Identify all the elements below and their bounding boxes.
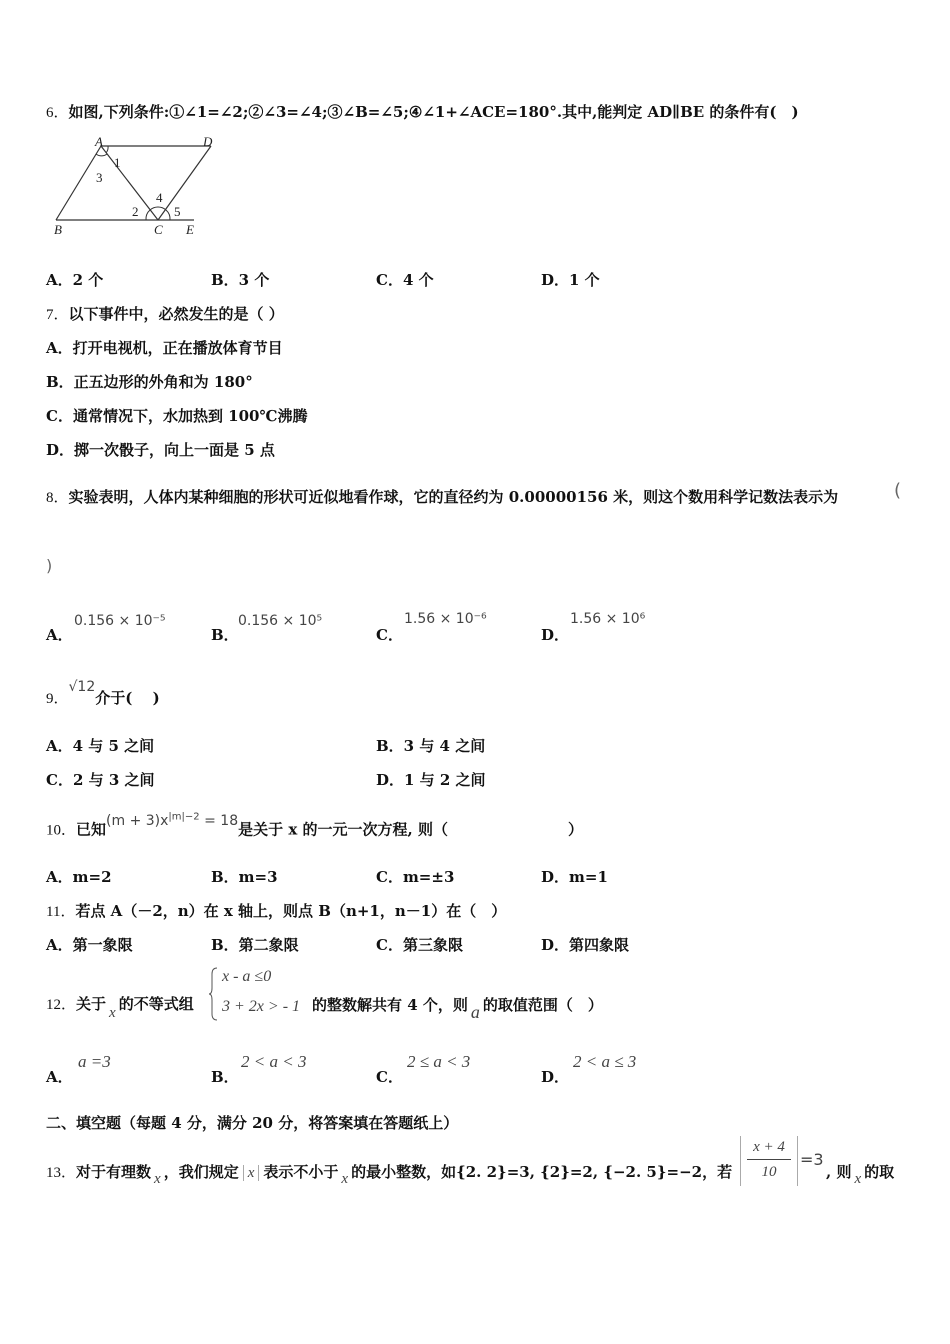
q13-mid-1: ，我们规定 <box>163 1163 239 1181</box>
q10-option-b[interactable]: B．m=3 <box>211 868 278 886</box>
q7-option-a[interactable]: A．打开电视机，正在播放体育节目 <box>46 339 283 357</box>
q12-tail: 的取值范围（ ） <box>482 996 603 1014</box>
q11-option-c[interactable]: C．第三象限 <box>376 936 463 954</box>
q8-number: 8． <box>46 490 69 506</box>
q10-option-c[interactable]: C．m=±3 <box>376 868 455 886</box>
q13-stem-end <box>826 1162 895 1187</box>
angle-1-label: 1 <box>114 155 121 170</box>
q6-option-a[interactable]: A．2 个 <box>46 271 104 289</box>
line-ab <box>56 146 101 220</box>
q11-stem <box>46 901 506 922</box>
q12-var-x: x <box>109 1005 116 1021</box>
q13-mid-3: 的最小整数，如{2. 2}=3, {2}=2, {−2. 5}=−2，若 <box>351 1163 733 1181</box>
q10-option-d[interactable]: D．m=1 <box>541 868 608 886</box>
q8-option-a[interactable]: A． <box>46 626 73 644</box>
q8-option-c[interactable]: C． <box>376 626 403 644</box>
q12-option-c-math: 2 ≤ a < 3 <box>407 1052 471 1071</box>
q11-option-a[interactable]: A．第一象限 <box>46 936 133 954</box>
q13-brace-x: x <box>243 1165 260 1181</box>
arc-5 <box>166 210 170 220</box>
q12-mid: 的不等式组 <box>118 995 194 1013</box>
q8-option-b[interactable]: B． <box>211 626 239 644</box>
q7-option-c[interactable]: C．通常情况下，水加热到 100℃沸腾 <box>46 407 308 425</box>
q10-math-base: (m + 3)x <box>106 812 169 829</box>
q12-option-b-math: 2 < a < 3 <box>241 1052 307 1071</box>
q10-number: 10． <box>46 822 77 839</box>
label-D: D <box>203 134 213 149</box>
q8-text: 实验表明，人体内某种细胞的形状可近似地看作球，它的直径约为 0.00000156 米，则这个数用科学记数法表示为 <box>68 488 839 506</box>
q9-number: 9． <box>46 691 69 707</box>
arc-1 <box>106 146 108 153</box>
q6-stem <box>46 102 799 123</box>
q6-number: 6． <box>46 105 69 121</box>
q7-option-d[interactable]: D．掷一次骰子，向上一面是 5 点 <box>46 441 275 459</box>
q13-fraction-denominator: 10 <box>761 1164 777 1180</box>
label-A: A <box>95 134 103 149</box>
q13-tail-1: , 则 <box>826 1163 852 1181</box>
q12-option-d[interactable]: D． <box>541 1068 570 1086</box>
q10-stem <box>46 811 583 841</box>
q6-text: 如图,下列条件:①∠1=∠2;②∠3=∠4;③∠B=∠5;④∠1+∠ACE=180°.其中,能判定 AD∥BE 的条件有( ) <box>68 103 799 121</box>
q10-equation <box>106 813 238 829</box>
q13-fraction-bar <box>747 1159 791 1160</box>
q13-tail-2: 的取 <box>864 1163 895 1181</box>
q12-system-line-1: x - a ≤0 <box>222 968 272 985</box>
q9-text: 介于( ) <box>95 689 160 707</box>
q13-stem-start <box>46 1162 733 1187</box>
q13-prefix: 对于有理数 <box>76 1163 152 1181</box>
q6-figure <box>46 134 226 240</box>
q13-equals-3: =3 <box>800 1150 824 1169</box>
q10-prefix: 已知 <box>76 820 107 839</box>
q8-option-a-math: 0.156 × 10⁻⁵ <box>74 613 166 629</box>
q8-option-d-math: 1.56 × 10⁶ <box>570 611 646 627</box>
q12-prefix: 关于 <box>76 995 107 1013</box>
q9-option-b[interactable]: B．3 与 4 之间 <box>376 737 486 755</box>
arc-2 <box>146 210 150 220</box>
arc-3 <box>96 154 107 156</box>
q13-number: 13． <box>46 1165 77 1181</box>
q13-mid-2: 表示不小于 <box>263 1163 339 1181</box>
q7-text: 以下事件中，必然发生的是（ ） <box>68 305 284 323</box>
q8-option-b-math: 0.156 × 10⁵ <box>238 613 323 629</box>
q8-open-paren: ( <box>894 480 902 501</box>
q6-option-b[interactable]: B．3 个 <box>211 271 270 289</box>
q8-close-paren: ) <box>46 556 53 575</box>
q9-option-a[interactable]: A．4 与 5 之间 <box>46 737 155 755</box>
q10-option-a[interactable]: A．m=2 <box>46 868 112 886</box>
line-cd <box>158 146 211 220</box>
q12-option-b[interactable]: B． <box>211 1068 239 1086</box>
q12-stem-start <box>46 994 194 1021</box>
q9-stem <box>46 679 160 709</box>
q12-var-a: a <box>470 1002 480 1022</box>
arc-4 <box>150 207 166 210</box>
q8-option-d[interactable]: D． <box>541 626 570 644</box>
q11-option-d[interactable]: D．第四象限 <box>541 936 630 954</box>
q9-radical: √12 <box>68 679 96 695</box>
q11-number: 11． <box>46 904 76 920</box>
label-B: B <box>54 222 62 237</box>
q10-math-rhs: = 18 <box>199 812 239 829</box>
label-C: C <box>154 222 163 237</box>
q13-var-x: x <box>154 1171 161 1187</box>
q8-option-c-math: 1.56 × 10⁻⁶ <box>404 611 487 627</box>
label-E: E <box>186 222 194 237</box>
q12-option-c[interactable]: C． <box>376 1068 403 1086</box>
q13-var-x-3: x <box>854 1171 862 1187</box>
line-ac <box>101 146 158 220</box>
q11-option-b[interactable]: B．第二象限 <box>211 936 299 954</box>
q10-math-exponent: |m|−2 <box>168 811 200 822</box>
q13-var-x-2: x <box>341 1171 349 1187</box>
q12-system-line-2: 3 + 2x > - 1 <box>222 998 301 1015</box>
angle-5-label: 5 <box>174 204 181 219</box>
q7-stem <box>46 304 284 325</box>
angle-3-label: 3 <box>96 170 103 185</box>
q12-stem-end <box>312 994 603 1022</box>
q7-number: 7． <box>46 307 69 323</box>
q12-option-a-math: a =3 <box>78 1052 111 1071</box>
q7-option-b[interactable]: B．正五边形的外角和为 180° <box>46 373 253 391</box>
q6-option-c[interactable]: C．4 个 <box>376 271 434 289</box>
q10-text: 是关于 x 的一元一次方程, 则（ ） <box>238 820 583 839</box>
q8-stem <box>46 487 838 508</box>
q9-option-c[interactable]: C．2 与 3 之间 <box>46 771 155 789</box>
q12-system-brace <box>209 966 219 1022</box>
q12-suffix: 的整数解共有 4 个，则 <box>312 996 468 1014</box>
q13-fraction-numerator: x + 4 <box>753 1139 785 1155</box>
q6-option-d[interactable]: D．1 个 <box>541 271 600 289</box>
q12-option-a[interactable]: A． <box>46 1068 73 1086</box>
section-2-title: 二、填空题（每题 4 分，满分 20 分，将答案填在答题纸上） <box>46 1114 459 1132</box>
q9-option-d[interactable]: D．1 与 2 之间 <box>376 771 486 789</box>
q12-option-d-math: 2 < a ≤ 3 <box>573 1052 637 1071</box>
angle-4-label: 4 <box>156 190 163 205</box>
q11-text: 若点 A（－2，n）在 x 轴上，则点 B（n+1，n－1）在（ ） <box>75 902 507 920</box>
q13-fraction-braces <box>740 1136 798 1186</box>
q12-number: 12． <box>46 997 77 1013</box>
angle-2-label: 2 <box>132 204 139 219</box>
